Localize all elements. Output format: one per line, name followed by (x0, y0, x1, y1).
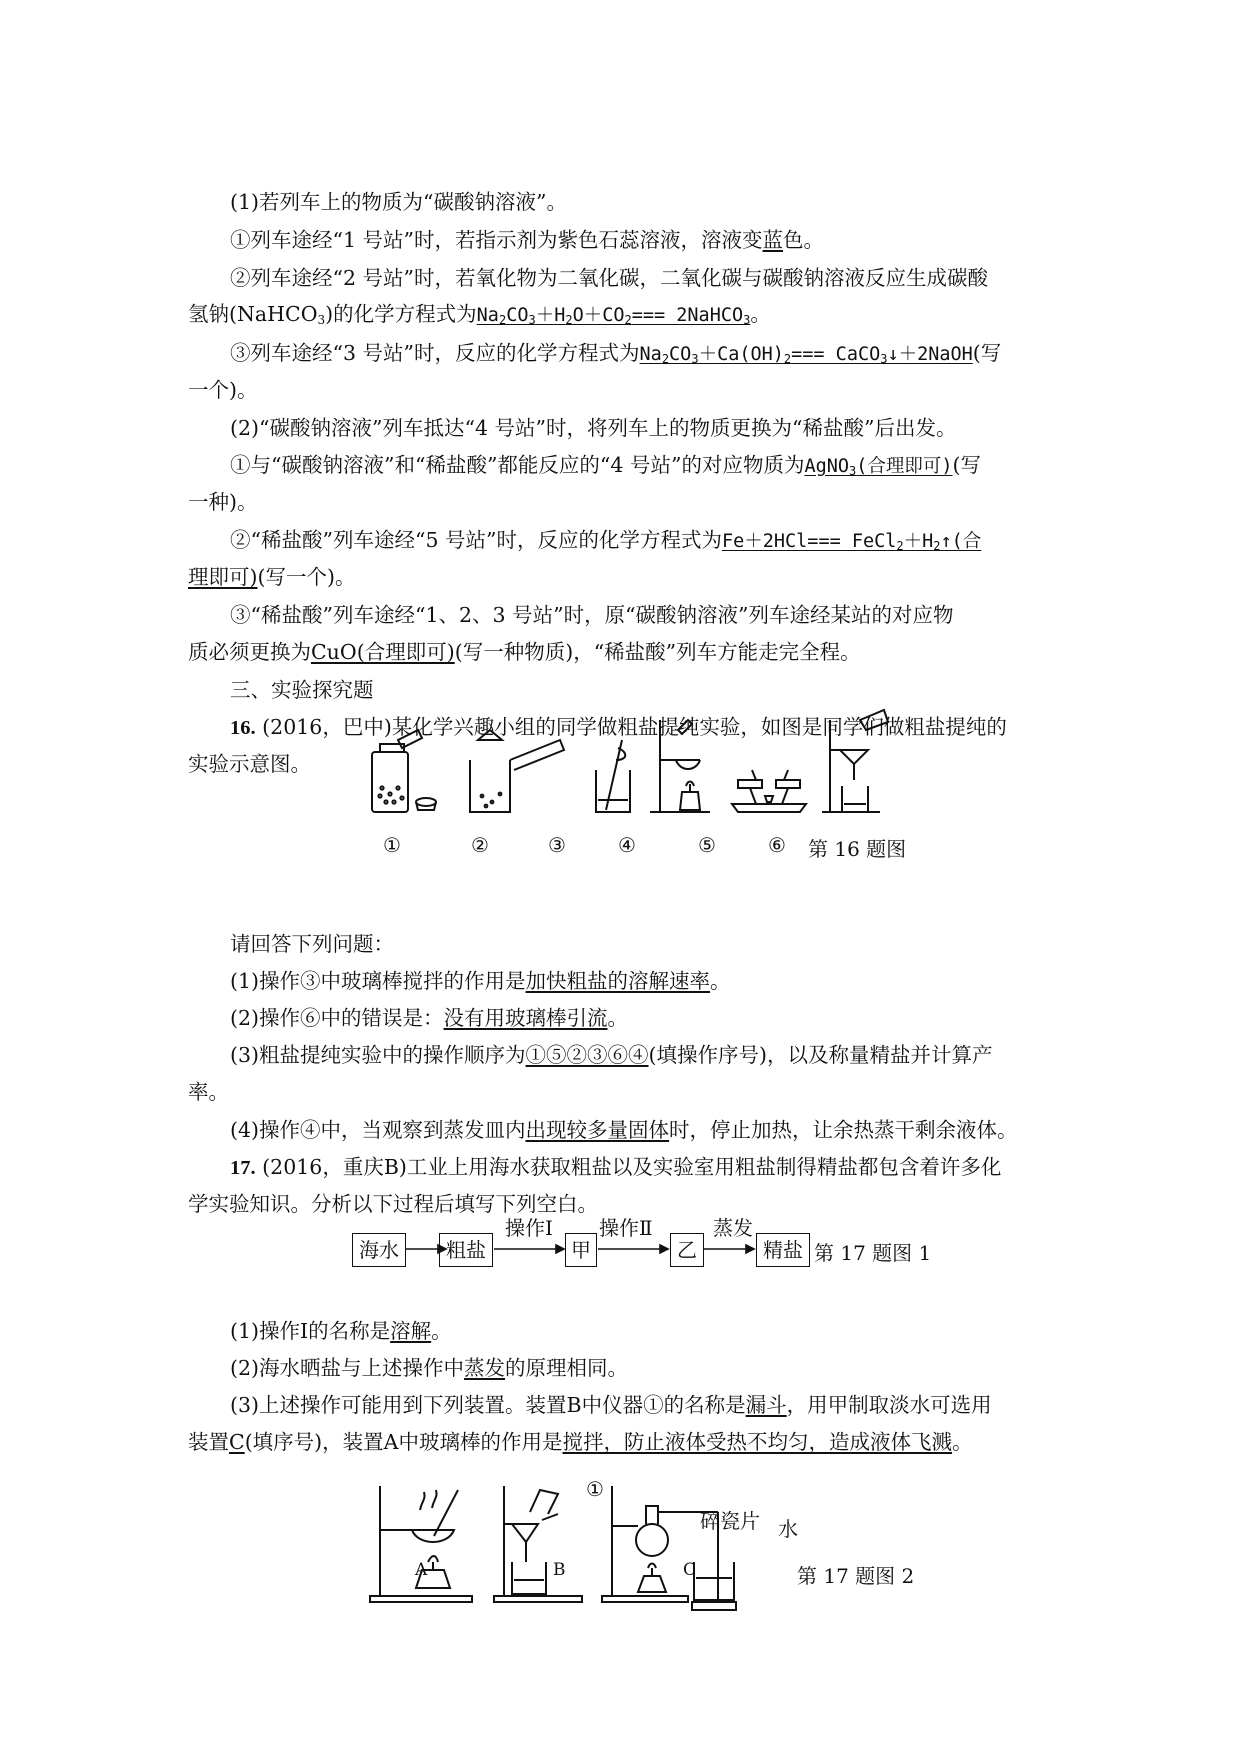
filtration-apparatus-icon (494, 1486, 582, 1602)
flow-arrow-label: 操作Ⅰ (505, 1216, 553, 1240)
question-stem: 实验示意图。 (188, 752, 311, 776)
answer-blank: $Fe+2HCl=== FeCl_2+H_2↑$(合 (721, 531, 982, 553)
flow-box-jia: 甲 (565, 1233, 597, 1267)
text: (填序号)，装置A中玻璃棒的作用是 (244, 1430, 563, 1454)
text: ①列车途经“1 号站”时，若指示剂为紫色石蕊溶液，溶液变 (230, 228, 763, 252)
reagent-jar-icon (372, 730, 436, 812)
text: 。 (607, 1006, 629, 1030)
paragraph: 请回答下列问题： (230, 932, 394, 956)
paragraph (188, 640, 861, 664)
answer-blank: 蓝 (762, 228, 784, 252)
text: 时，停止加热，让余热蒸干剩余液体。 (669, 1118, 1018, 1142)
filtration-icon (822, 710, 888, 812)
paragraph (230, 1043, 993, 1067)
text: 装置 (188, 1430, 229, 1454)
text: 色。 (783, 228, 825, 252)
paragraph: 率。 (188, 1080, 229, 1104)
answer-blank: CuO(合理即可) (311, 640, 455, 664)
text: (写一种物质)，“稀盐酸”列车方能走完全程。 (454, 640, 861, 664)
paragraph (188, 565, 356, 589)
paragraph (230, 228, 824, 252)
text: (2)海水晒盐与上述操作中 (230, 1356, 465, 1380)
paragraph: 氢钠(NaHCO$_3$)的化学方程式为$Na_2CO_3+H_2O+CO_2===$ 2NaHCO$_3$。 (188, 302, 771, 327)
text: (1)操作Ⅰ的名称是 (230, 1319, 391, 1343)
flow-box-refined-salt: 精盐 (756, 1233, 810, 1267)
stirring-icon (596, 740, 630, 812)
paragraph (230, 1319, 452, 1343)
text: 。 (710, 969, 731, 993)
text: (写 (952, 453, 982, 477)
answer-blank: 漏斗 (745, 1393, 787, 1417)
figure-label: ⑤ (698, 833, 716, 857)
paragraph: ②列车途经“2 号站”时，若氧化物为二氧化碳，二氧化碳与碳酸钠溶液反应生成碳酸 (230, 266, 989, 290)
answer-blank: 出现较多量固体 (525, 1118, 670, 1142)
flow-arrow-label: 蒸发 (713, 1216, 753, 1240)
figure-caption: 第 17 题图 2 (797, 1564, 915, 1588)
beaker-icon (470, 730, 564, 812)
paragraph (230, 528, 981, 554)
text: (写一个)。 (257, 565, 356, 589)
figure-callout: 水 (778, 1517, 798, 1541)
answer-blank: C (229, 1430, 245, 1454)
text: )的化学方程式为 (325, 302, 477, 326)
figure-label: B (553, 1560, 566, 1580)
figure-callout: 碎瓷片 (700, 1509, 760, 1533)
figure-label: ④ (618, 833, 636, 857)
answer-blank: $Na_2CO_3+Ca(OH)_2===$ CaCO$_3$↓＋2NaOH (639, 344, 973, 366)
text: (3)粗盐提纯实验中的操作顺序为 (230, 1043, 526, 1067)
question-number: 17. (230, 1157, 256, 1179)
paragraph (230, 1356, 628, 1380)
answer-blank: ①⑤②③⑥④ (525, 1043, 649, 1067)
paragraph (230, 1006, 628, 1030)
question-stem: 学实验知识。分析以下过程后填写下列空白。 (188, 1192, 598, 1216)
paragraph: 一种)。 (188, 490, 258, 514)
paragraph (188, 1430, 973, 1454)
question-stem (230, 1155, 1001, 1180)
paragraph: 一个)。 (188, 378, 258, 402)
answer-blank: 没有用玻璃棒引流 (443, 1006, 608, 1030)
evaporation-stand-icon (650, 720, 710, 812)
q16-apparatus-figure (360, 700, 920, 850)
section-heading: 三、实验探究题 (230, 678, 374, 702)
answer-blank: AgNO$_3$(合理即可) (804, 456, 953, 478)
answer-blank: 溶解 (390, 1319, 432, 1343)
figure-caption: 第 17 题图 1 (814, 1241, 932, 1265)
figure-marker: ① (586, 1477, 604, 1501)
text: 的原理相同。 (505, 1356, 629, 1380)
text: 。 (750, 302, 771, 326)
text: (3)上述操作可能用到下列装置。装置B中仪器①的名称是 (230, 1393, 746, 1417)
text: 。 (431, 1319, 452, 1343)
text: ③列车途经“3 号站”时，反应的化学方程式为 (230, 341, 640, 365)
flow-arrow-label: 操作Ⅱ (599, 1216, 653, 1240)
text: (4)操作④中，当观察到蒸发皿内 (230, 1118, 526, 1142)
answer-blank: 蒸发 (464, 1356, 506, 1380)
figure-label: A (415, 1560, 428, 1580)
figure-label: C (683, 1560, 697, 1580)
text: (写 (972, 341, 1002, 365)
figure-label: ① (383, 833, 401, 857)
text: 。 (952, 1430, 973, 1454)
paragraph: (1)若列车上的物质为“碳酸钠溶液”。 (230, 190, 567, 214)
flow-box-yi: 乙 (670, 1233, 704, 1267)
text: ②“稀盐酸”列车途经“5 号站”时，反应的化学方程式为 (230, 528, 722, 552)
text: (2016，重庆B)工业上用海水获取粗盐以及实验室用粗盐制得精盐都包含着许多化 (262, 1155, 1002, 1179)
paragraph (230, 1393, 992, 1417)
text: (2016，巴中)某化学兴趣小组的同学做粗盐提纯实验，如图是同学们做粗盐提纯的 (262, 715, 1007, 739)
answer-blank: $Na_2CO_3+H_2O+CO_2===$ 2NaHCO$_3$ (476, 305, 751, 327)
answer-blank: 理即可) (188, 565, 258, 589)
text: (填操作序号)，以及称量精盐并计算产 (648, 1043, 993, 1067)
text: 质必须更换为 (188, 640, 311, 664)
answer-blank: 搅拌，防止液体受热不均匀，造成液体飞溅 (562, 1430, 952, 1454)
paragraph (230, 341, 1001, 367)
paragraph (230, 453, 981, 479)
answer-blank: 加快粗盐的溶解速率 (525, 969, 711, 993)
flow-box-crude-salt: 粗盐 (439, 1233, 493, 1267)
text: (1)操作③中玻璃棒搅拌的作用是 (230, 969, 526, 993)
figure-label: ③ (548, 833, 566, 857)
text: (2)操作⑥中的错误是： (230, 1006, 444, 1030)
paragraph: (2)“碳酸钠溶液”列车抵达“4 号站”时，将列车上的物质更换为“稀盐酸”后出发。 (230, 416, 957, 440)
figure-label: ② (471, 833, 489, 857)
paragraph: ③“稀盐酸”列车途经“1、2、3 号站”时，原“碳酸钠溶液”列车途经某站的对应物 (230, 603, 954, 627)
figure-label: ⑥ (768, 833, 786, 857)
paragraph (230, 969, 731, 993)
figure-caption: 第 16 题图 (808, 837, 907, 861)
flow-box-seawater: 海水 (352, 1233, 406, 1267)
question-number: 16. (230, 717, 256, 739)
text: ①与“碳酸钠溶液”和“稀盐酸”都能反应的“4 号站”的对应物质为 (230, 453, 805, 477)
paragraph (230, 1118, 1018, 1142)
evaporation-apparatus-icon (370, 1486, 472, 1602)
text: 氢钠(NaHCO (188, 302, 318, 326)
balance-icon (732, 770, 806, 812)
text: ，用甲制取淡水可选用 (786, 1393, 992, 1417)
